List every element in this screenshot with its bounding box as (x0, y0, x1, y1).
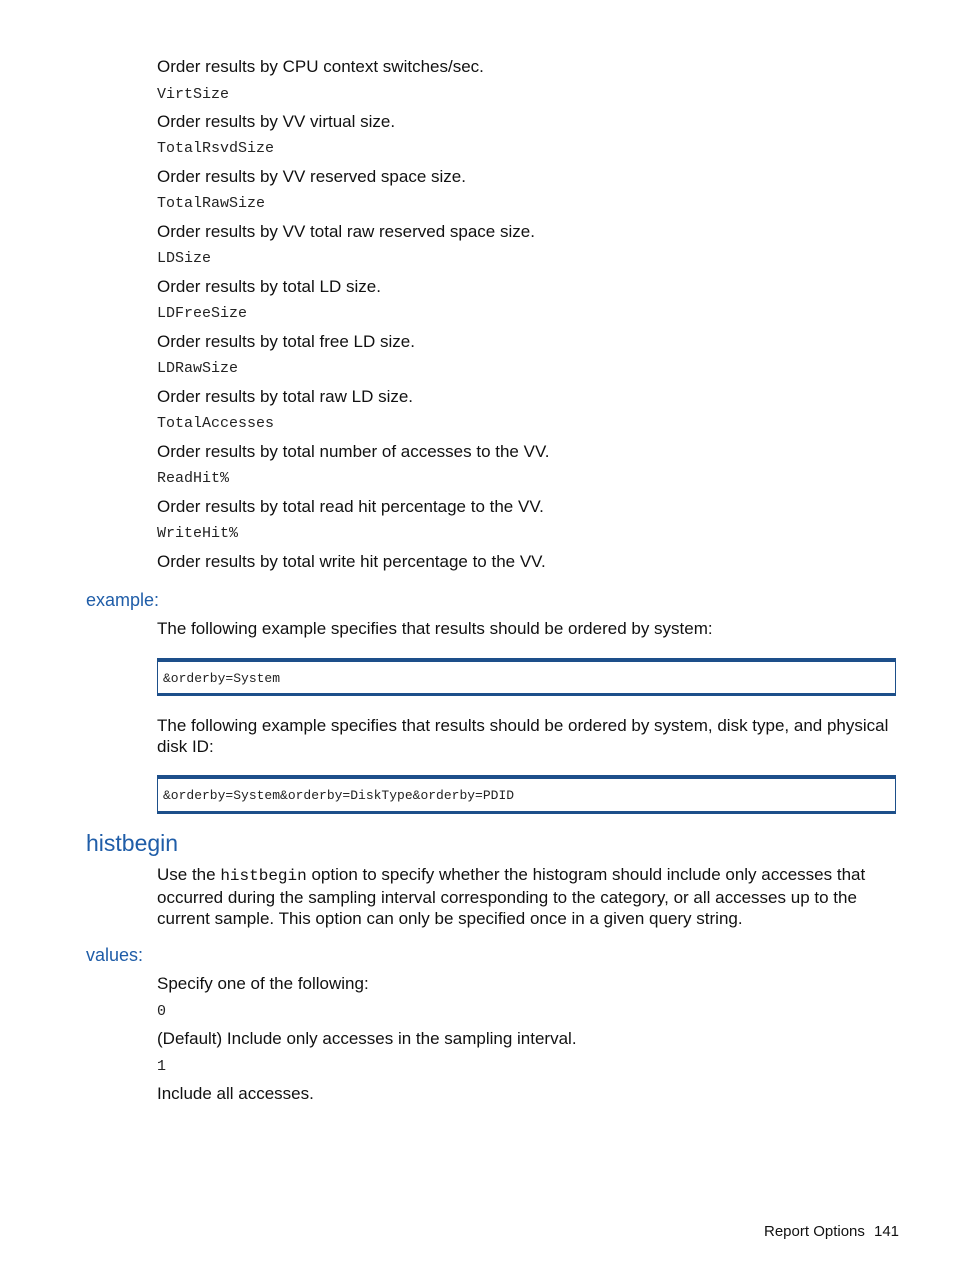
footer-section-title: Report Options (764, 1223, 865, 1240)
value-key: 1 (157, 1058, 167, 1075)
code-block-orderby-system: &orderby=System (157, 658, 896, 696)
order-key: TotalRsvdSize (157, 140, 275, 157)
example-intro: The following example specifies that results should be ordered by system: (157, 619, 713, 638)
order-desc-cpu: Order results by CPU context switches/sec. (157, 57, 484, 76)
values-intro: Specify one of the following: (157, 974, 369, 993)
order-desc: Order results by total number of accesses to the VV. (157, 442, 550, 461)
example-intro-2: The following example specifies that results should be ordered by system, disk type, and physical disk ID: (157, 716, 889, 756)
order-desc: Order results by total read hit percentage to the VV. (157, 497, 544, 516)
order-key: ReadHit% (157, 470, 230, 487)
order-desc: Order results by total write hit percentage to the VV. (157, 552, 546, 571)
section-heading-histbegin: histbegin (86, 830, 179, 856)
histbegin-text-after: option to specify whether the histogram should include only accesses that occurred during the sampling interval corresponding to the category, or all accesses up to the current sample. This option can only be specified once in a given query string. (157, 865, 866, 928)
order-desc: Order results by total free LD size. (157, 332, 415, 351)
value-desc: (Default) Include only accesses in the sampling interval. (157, 1029, 577, 1048)
page-number: 141 (874, 1223, 900, 1240)
order-key: LDSize (157, 250, 212, 267)
value-desc: Include all accesses. (157, 1084, 314, 1103)
order-key: TotalRawSize (157, 195, 266, 212)
histbegin-option-code: histbegin (220, 867, 307, 885)
order-desc: Order results by total LD size. (157, 277, 381, 296)
order-key: WriteHit% (157, 525, 239, 542)
example-label: example: (86, 590, 160, 610)
values-label: values: (86, 945, 144, 965)
order-key: VirtSize (157, 86, 230, 103)
order-desc: Order results by VV virtual size. (157, 112, 396, 131)
order-key: LDRawSize (157, 360, 239, 377)
order-desc: Order results by total raw LD size. (157, 387, 414, 406)
order-desc: Order results by VV total raw reserved space size. (157, 222, 535, 241)
order-key: LDFreeSize (157, 305, 248, 322)
order-desc: Order results by VV reserved space size. (157, 167, 466, 186)
code-block-orderby-multiple: &orderby=System&orderby=DiskType&orderby=PDID (157, 775, 896, 814)
histbegin-description (157, 864, 892, 929)
order-key: TotalAccesses (157, 415, 275, 432)
histbegin-text-before: Use the (157, 865, 221, 884)
value-key: 0 (157, 1003, 167, 1020)
